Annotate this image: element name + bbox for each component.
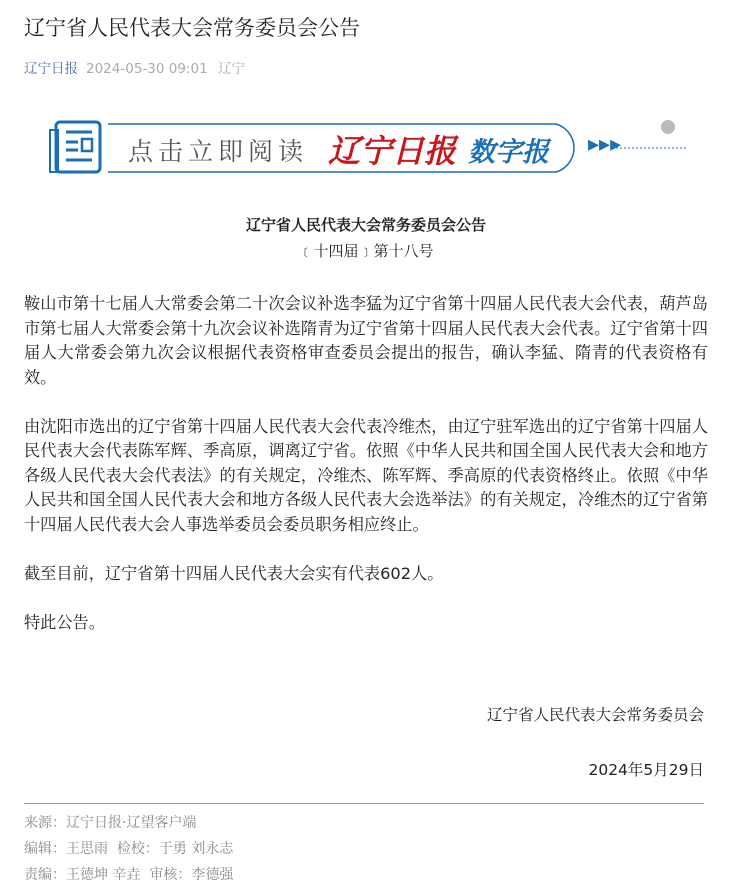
signature: 辽宁省人民代表大会常务委员会 [486,706,704,724]
publish-time: 2024-05-30 09:01 [86,61,208,77]
notice-number: ﹝十四届﹞第十八号 [298,242,434,260]
footer-editor: 编辑：王思雨 检校：于勇 刘永志 [24,841,234,857]
article-footer [24,803,704,888]
banner-text: 点击立即阅读 [128,137,309,166]
region: 辽宁 [217,61,245,77]
page-title: 辽宁省人民代表大会常务委员会公告 [24,16,360,40]
paragraph: 截至目前，辽宁省第十四届人民代表大会实有代表602人。 [24,563,444,583]
notice-date: 2024年5月29日 [588,761,704,779]
newspaper-logo: 辽宁日报 [328,132,457,170]
digital-newspaper-banner[interactable] [46,112,686,182]
paragraph: 由沈阳市选出的辽宁省第十四届人民代表大会代表冷维杰，由辽宁驻军选出的辽宁省第十四届人民代表大会代表陈军辉、季高原，调离辽宁省。依照《中华人民共和国全国人民代表大会和地方各级人民代表大会代表法》的有关规定，冷维杰、陈军辉、季高原的代表资格终止。依照《中华人民共和国全国人民代表大会和地方各级人民代表大会选举法》的有关规定，冷维杰的辽宁省第十四届人民代表大会人事选举委员会委员职务相应终止。 [24,416,708,534]
source-link[interactable]: 辽宁日报 [24,61,78,77]
banner-label: 数字报 [468,137,549,168]
article-meta [24,57,251,77]
article-body [24,292,708,660]
notice-title: 辽宁省人民代表大会常务委员会公告 [245,216,486,234]
footer-chief: 责编：王德坤 辛垚 审核：李德强 [24,867,234,883]
paragraph: 特此公告。 [24,612,105,632]
arrows-icon: ▸▸▸ [588,132,622,157]
paragraph: 鞍山市第十七届人大常委会第二十次会议补选李猛为辽宁省第十四届人民代表大会代表，葫芦岛市第七届人大常委会第十九次会议补选隋青为辽宁省第十四届人民代表大会代表。辽宁省第十四届人大常委会第九次会议根据代表资格审查委员会提出的报告，确认李猛、隋青的代表资格有效。 [24,294,708,387]
footer-source: 来源：辽宁日报·辽望客户端 [24,815,197,831]
